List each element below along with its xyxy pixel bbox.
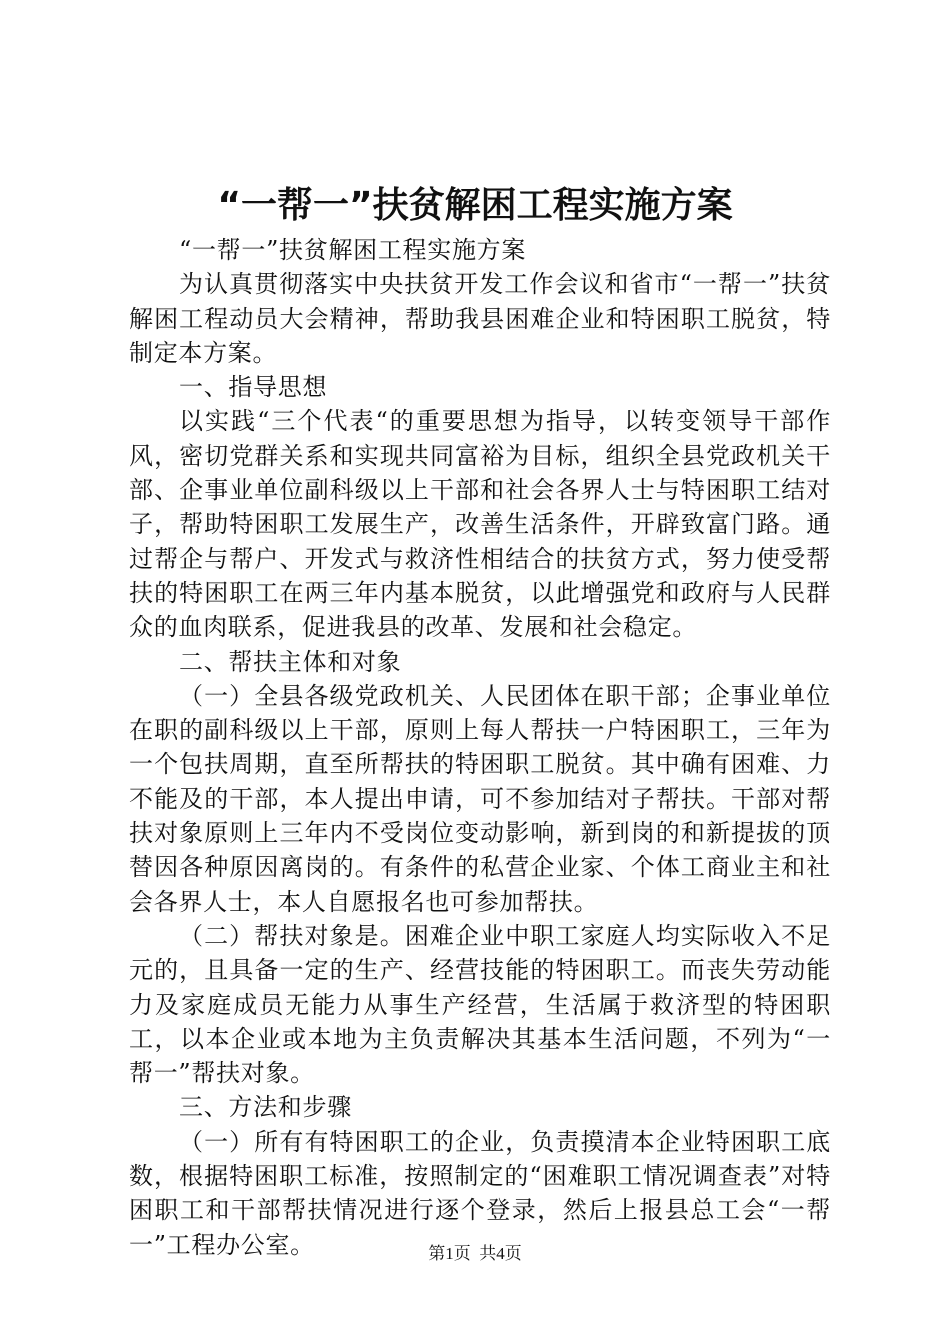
subjects-paragraph-1: （一）全县各级党政机关、人民团体在职干部；企事业单位在职的副科级以上干部，原则上每人帮扶一户特困职工，三年为一个包扶周期，直至所帮扶的特困职工脱贫。其中确有困难、力不能及的干部，本人提出申请，可不参加结对子帮扶。干部对帮扶对象原则上三年内不受岗位变动影响，新到岗的和新提拔的顶替因各种原因离岗的。有条件的私营企业家、个体工商业主和社会各界人士，本人自愿报名也可参加帮扶。: [129, 681, 831, 916]
subjects-paragraph-2: （二）帮扶对象是。困难企业中职工家庭人均实际收入不足元的，且具备一定的生产、经营技能的特困职工。而丧失劳动能力及家庭成员无能力从事生产经营，生活属于救济型的特困职工，以本企业或本地为主负责解决其基本生活问题，不列为“一帮一”帮扶对象。: [129, 921, 831, 1088]
page-footer: [0, 1242, 950, 1266]
methods-paragraph-1: （一）所有有特困职工的企业，负责摸清本企业特困职工底数，根据特困职工标准，按照制定的“困难职工情况调查表”对特困职工和干部帮扶情况进行逐个登录，然后上报县总工会“一帮一”工程办公室。: [129, 1127, 831, 1259]
page-total: 共4页: [479, 1244, 522, 1263]
guiding-thought-paragraph: 以实践“三个代表“的重要思想为指导，以转变领导干部作风，密切党群关系和实现共同富裕为目标，组织全县党政机关干部、企事业单位副科级以上干部和社会各界人士与特困职工结对子，帮助特困职工发展生产，改善生活条件，开辟致富门路。通过帮企与帮户、开发式与救济性相结合的扶贫方式，努力使受帮扶的特困职工在两三年内基本脱贫，以此增强党和政府与人民群众的血肉联系，促进我县的改革、发展和社会稳定。: [129, 407, 831, 642]
page-number: 第1页: [428, 1244, 471, 1263]
section-heading-methods: 三、方法和步骤: [179, 1093, 352, 1122]
intro-paragraph: 为认真贯彻落实中央扶贫开发工作会议和省市“一帮一”扶贫解困工程动员大会精神，帮助我县困难企业和特困职工脱贫，特制定本方案。: [129, 270, 831, 367]
section-heading-guiding-thought: 一、指导思想: [179, 373, 328, 402]
subtitle-paragraph: “一帮一”扶贫解困工程实施方案: [179, 236, 527, 264]
document-title: “一帮一”扶贫解困工程实施方案: [217, 185, 733, 226]
section-heading-subjects: 二、帮扶主体和对象: [179, 647, 402, 676]
document-body: [129, 233, 831, 1262]
